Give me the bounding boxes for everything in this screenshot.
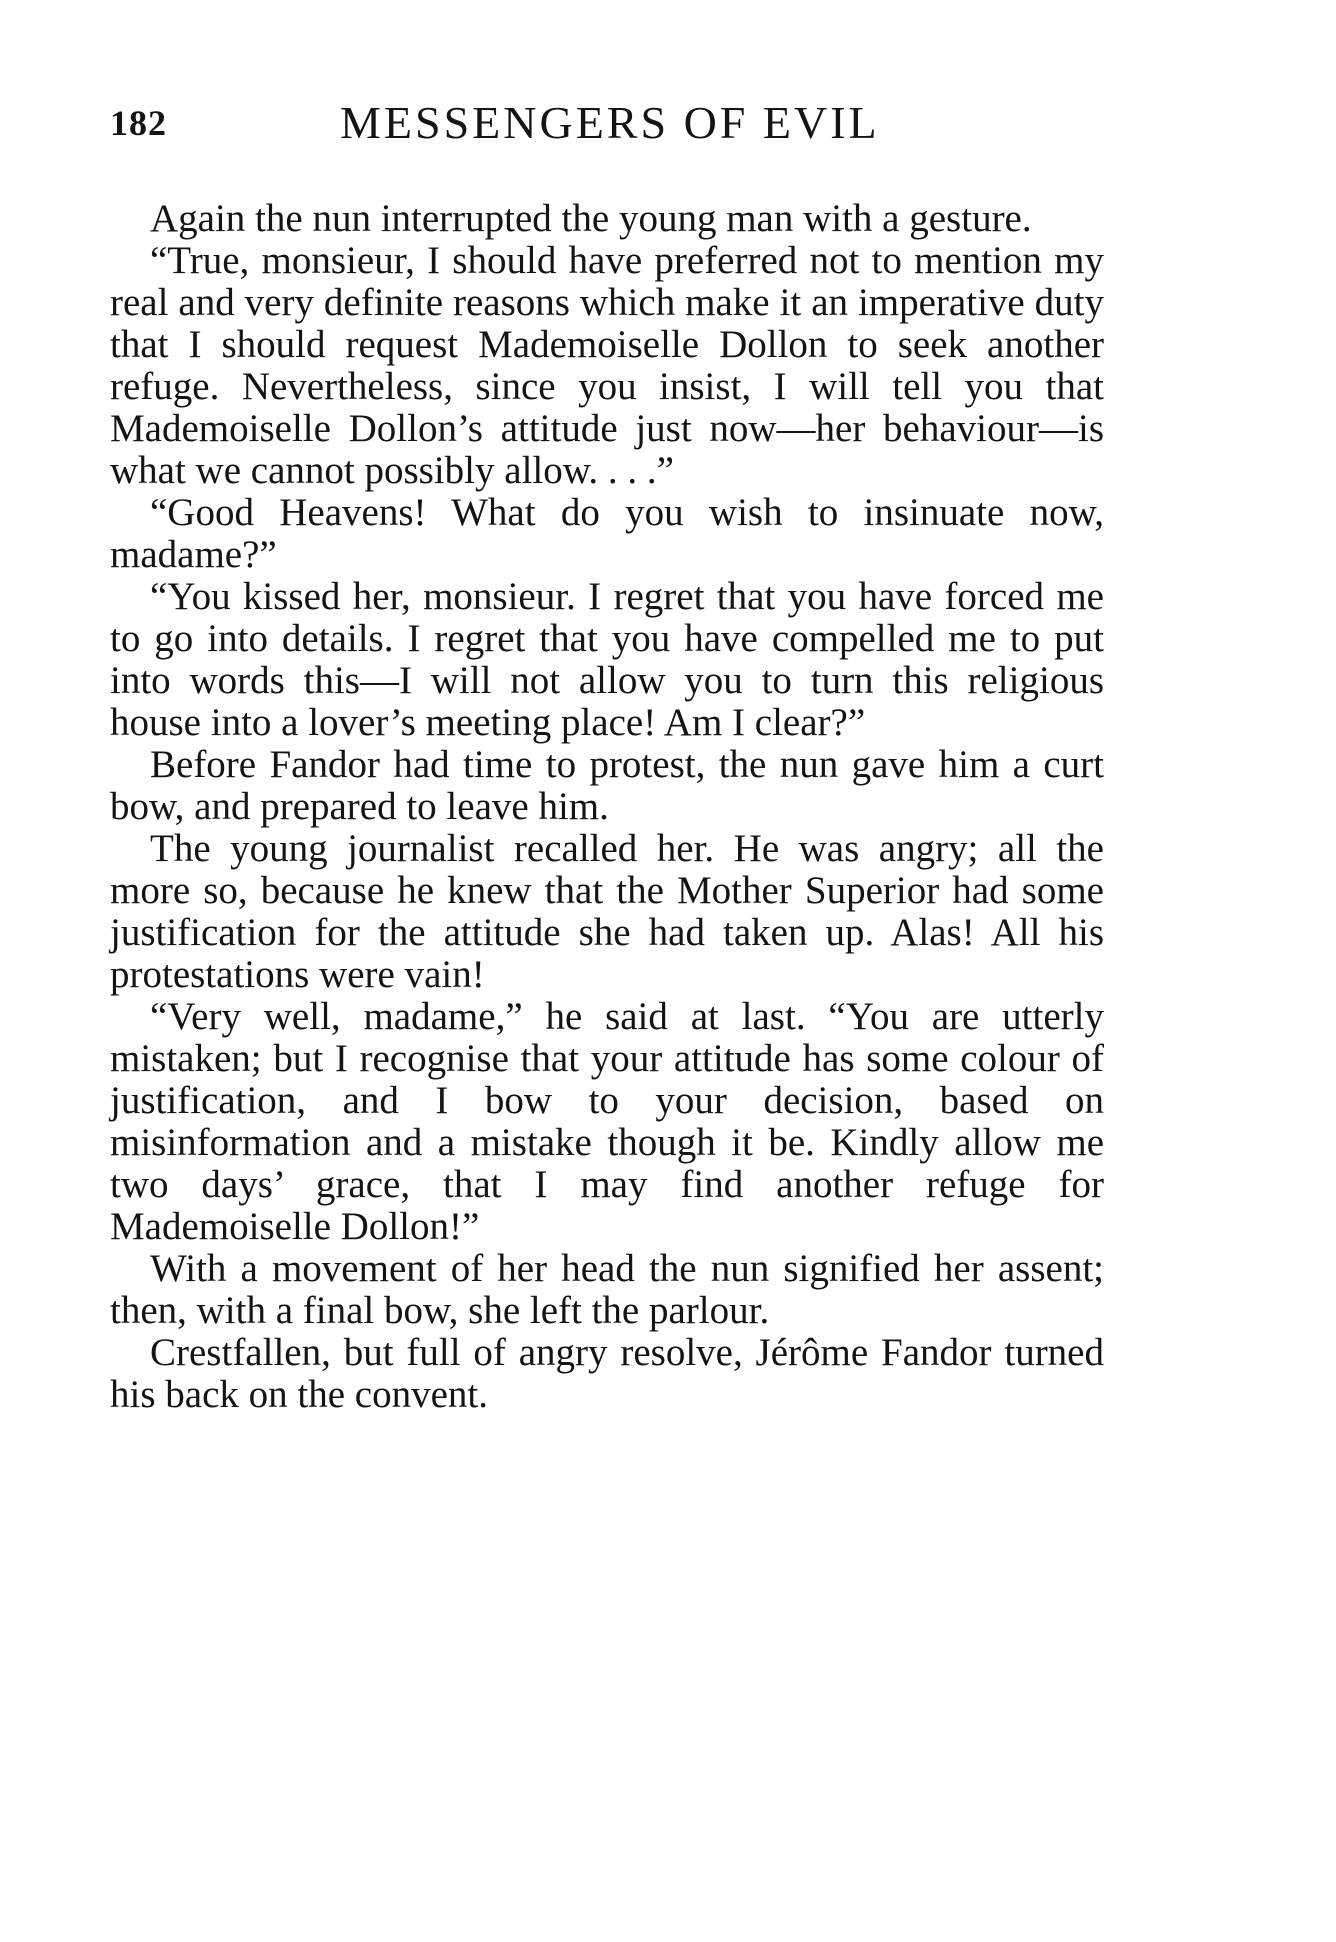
paragraph: Again the nun interrupted the young man with a gesture. [150,197,1032,240]
paragraph: “Very well, madame,” he said at last. “You are utterly mistaken; but I recognise that your attitude has some colour of justification, and I bow to your decision, based on misinformation and a mistake though it be. Kindly allow me two days’ grace, that I may find another refuge for Mademoiselle Dollon!” [110,995,1104,1248]
paragraph: The young journalist recalled her. He was angry; all the more so, because he knew that the Mother Superior had some justification for the attitude she had taken up. Alas! All his protestations were vain! [110,827,1104,996]
paragraph: Before Fandor had time to protest, the nun gave him a curt bow, and prepared to leave him. [110,743,1104,828]
paragraph: “You kissed her, monsieur. I regret that you have forced me to go into details. I regret that you have compelled me to put into words this—I will not allow you to turn this religious house into a lover’s meeting place! Am I clear?” [110,575,1104,744]
paragraph: “True, monsieur, I should have preferred not to mention my real and very definite reasons which make it an imperative duty that I should request Mademoiselle Dollon to seek another refuge. Nevertheless, since you insist, I will tell you that Mademoiselle Dollon’s attitude just now—her behaviour—is what we cannot possibly allow. . . .” [110,239,1104,492]
body-text [110,198,1104,1416]
paragraph: With a movement of her head the nun signified her assent; then, with a final bow, she left the parlour. [110,1247,1104,1332]
paragraph: “Good Heavens! What do you wish to insinuate now, madame?” [110,491,1104,576]
page-number: 182 [110,103,167,143]
page-header [110,96,1110,156]
running-title: MESSENGERS OF EVIL [340,97,880,148]
paragraph: Crestfallen, but full of angry resolve, Jérôme Fandor turned his back on the convent. [110,1331,1104,1416]
